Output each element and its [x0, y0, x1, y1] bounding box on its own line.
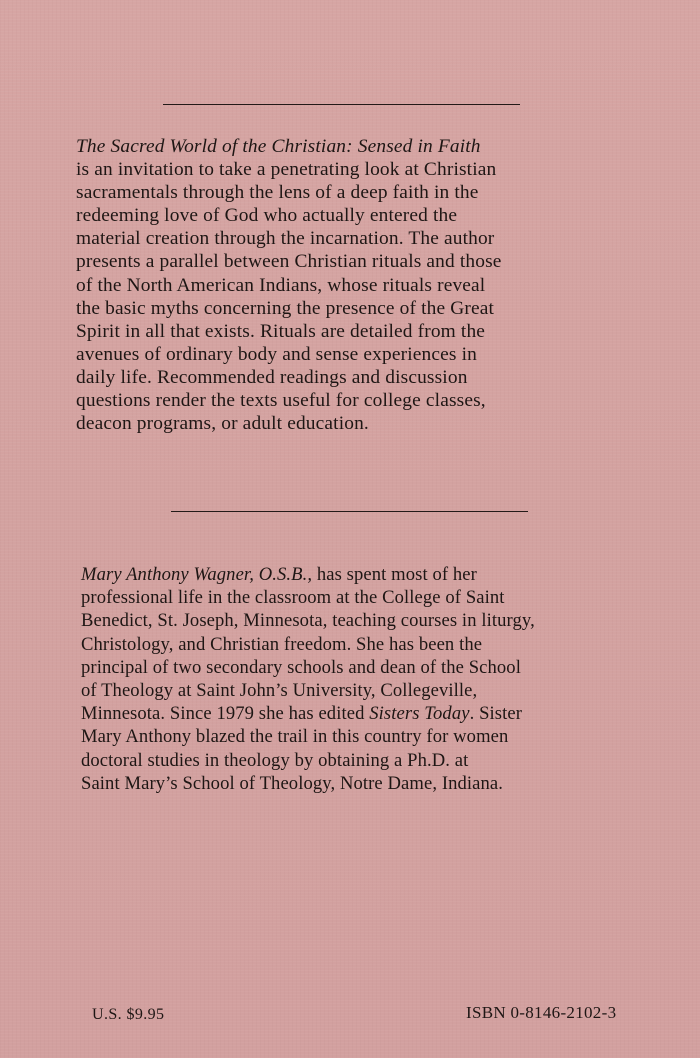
bio-line: Saint Mary’s School of Theology, Notre Dame, Indiana.: [81, 772, 504, 794]
bio-line: Mary Anthony blazed the trail in this country for women: [81, 726, 509, 748]
bio-line: Christology, and Christian freedom. She has been the: [81, 633, 483, 655]
author-bio-first-line: [81, 563, 681, 586]
description-line: material creation through the incarnation. The author: [76, 228, 495, 250]
description-line: presents a parallel between Christian rituals and those: [76, 251, 502, 273]
description-line: sacramentals through the lens of a deep faith in the: [76, 182, 479, 204]
author-bio: [81, 563, 681, 795]
journal-title: Sisters Today: [369, 703, 470, 725]
description-line: the basic myths concerning the presence of the Great: [76, 297, 495, 319]
description-line: Spirit in all that exists. Rituals are detailed from the: [76, 320, 486, 342]
description-line: questions render the texts useful for college classes,: [76, 390, 486, 412]
book-description: [76, 135, 676, 435]
bio-line: principal of two secondary schools and dean of the School: [81, 656, 521, 678]
description-line: deacon programs, or adult education.: [76, 413, 369, 435]
top-divider-rule: [163, 104, 520, 105]
description-line: daily life. Recommended readings and discussion: [76, 366, 468, 388]
description-line: avenues of ordinary body and sense experiences in: [76, 343, 477, 365]
bio-line: Benedict, St. Joseph, Minnesota, teaching courses in liturgy,: [81, 610, 535, 632]
isbn-label: ISBN 0-8146-2102-3: [466, 1003, 617, 1022]
bio-text: has spent most of her: [312, 564, 477, 585]
middle-divider-rule: [171, 511, 528, 512]
description-line: of the North American Indians, whose rituals reveal: [76, 274, 486, 296]
bio-line: of Theology at Saint John’s University, Collegeville,: [81, 680, 478, 702]
price-label: U.S. $9.95: [92, 1006, 165, 1023]
bio-text: Minnesota. Since 1979 she has edited: [81, 703, 370, 725]
author-name: Mary Anthony Wagner, O.S.B.,: [81, 564, 313, 585]
description-line: redeeming love of God who actually entered the: [76, 205, 458, 227]
bio-text: . Sister: [469, 703, 523, 725]
bio-line: professional life in the classroom at the College of Saint: [81, 587, 505, 609]
bio-line-journal: [81, 702, 681, 725]
description-line: is an invitation to take a penetrating look at Christian: [76, 159, 497, 181]
book-title: The Sacred World of the Christian: Sensed in Faith: [76, 136, 481, 157]
bio-line: doctoral studies in theology by obtaining a Ph.D. at: [81, 749, 469, 771]
